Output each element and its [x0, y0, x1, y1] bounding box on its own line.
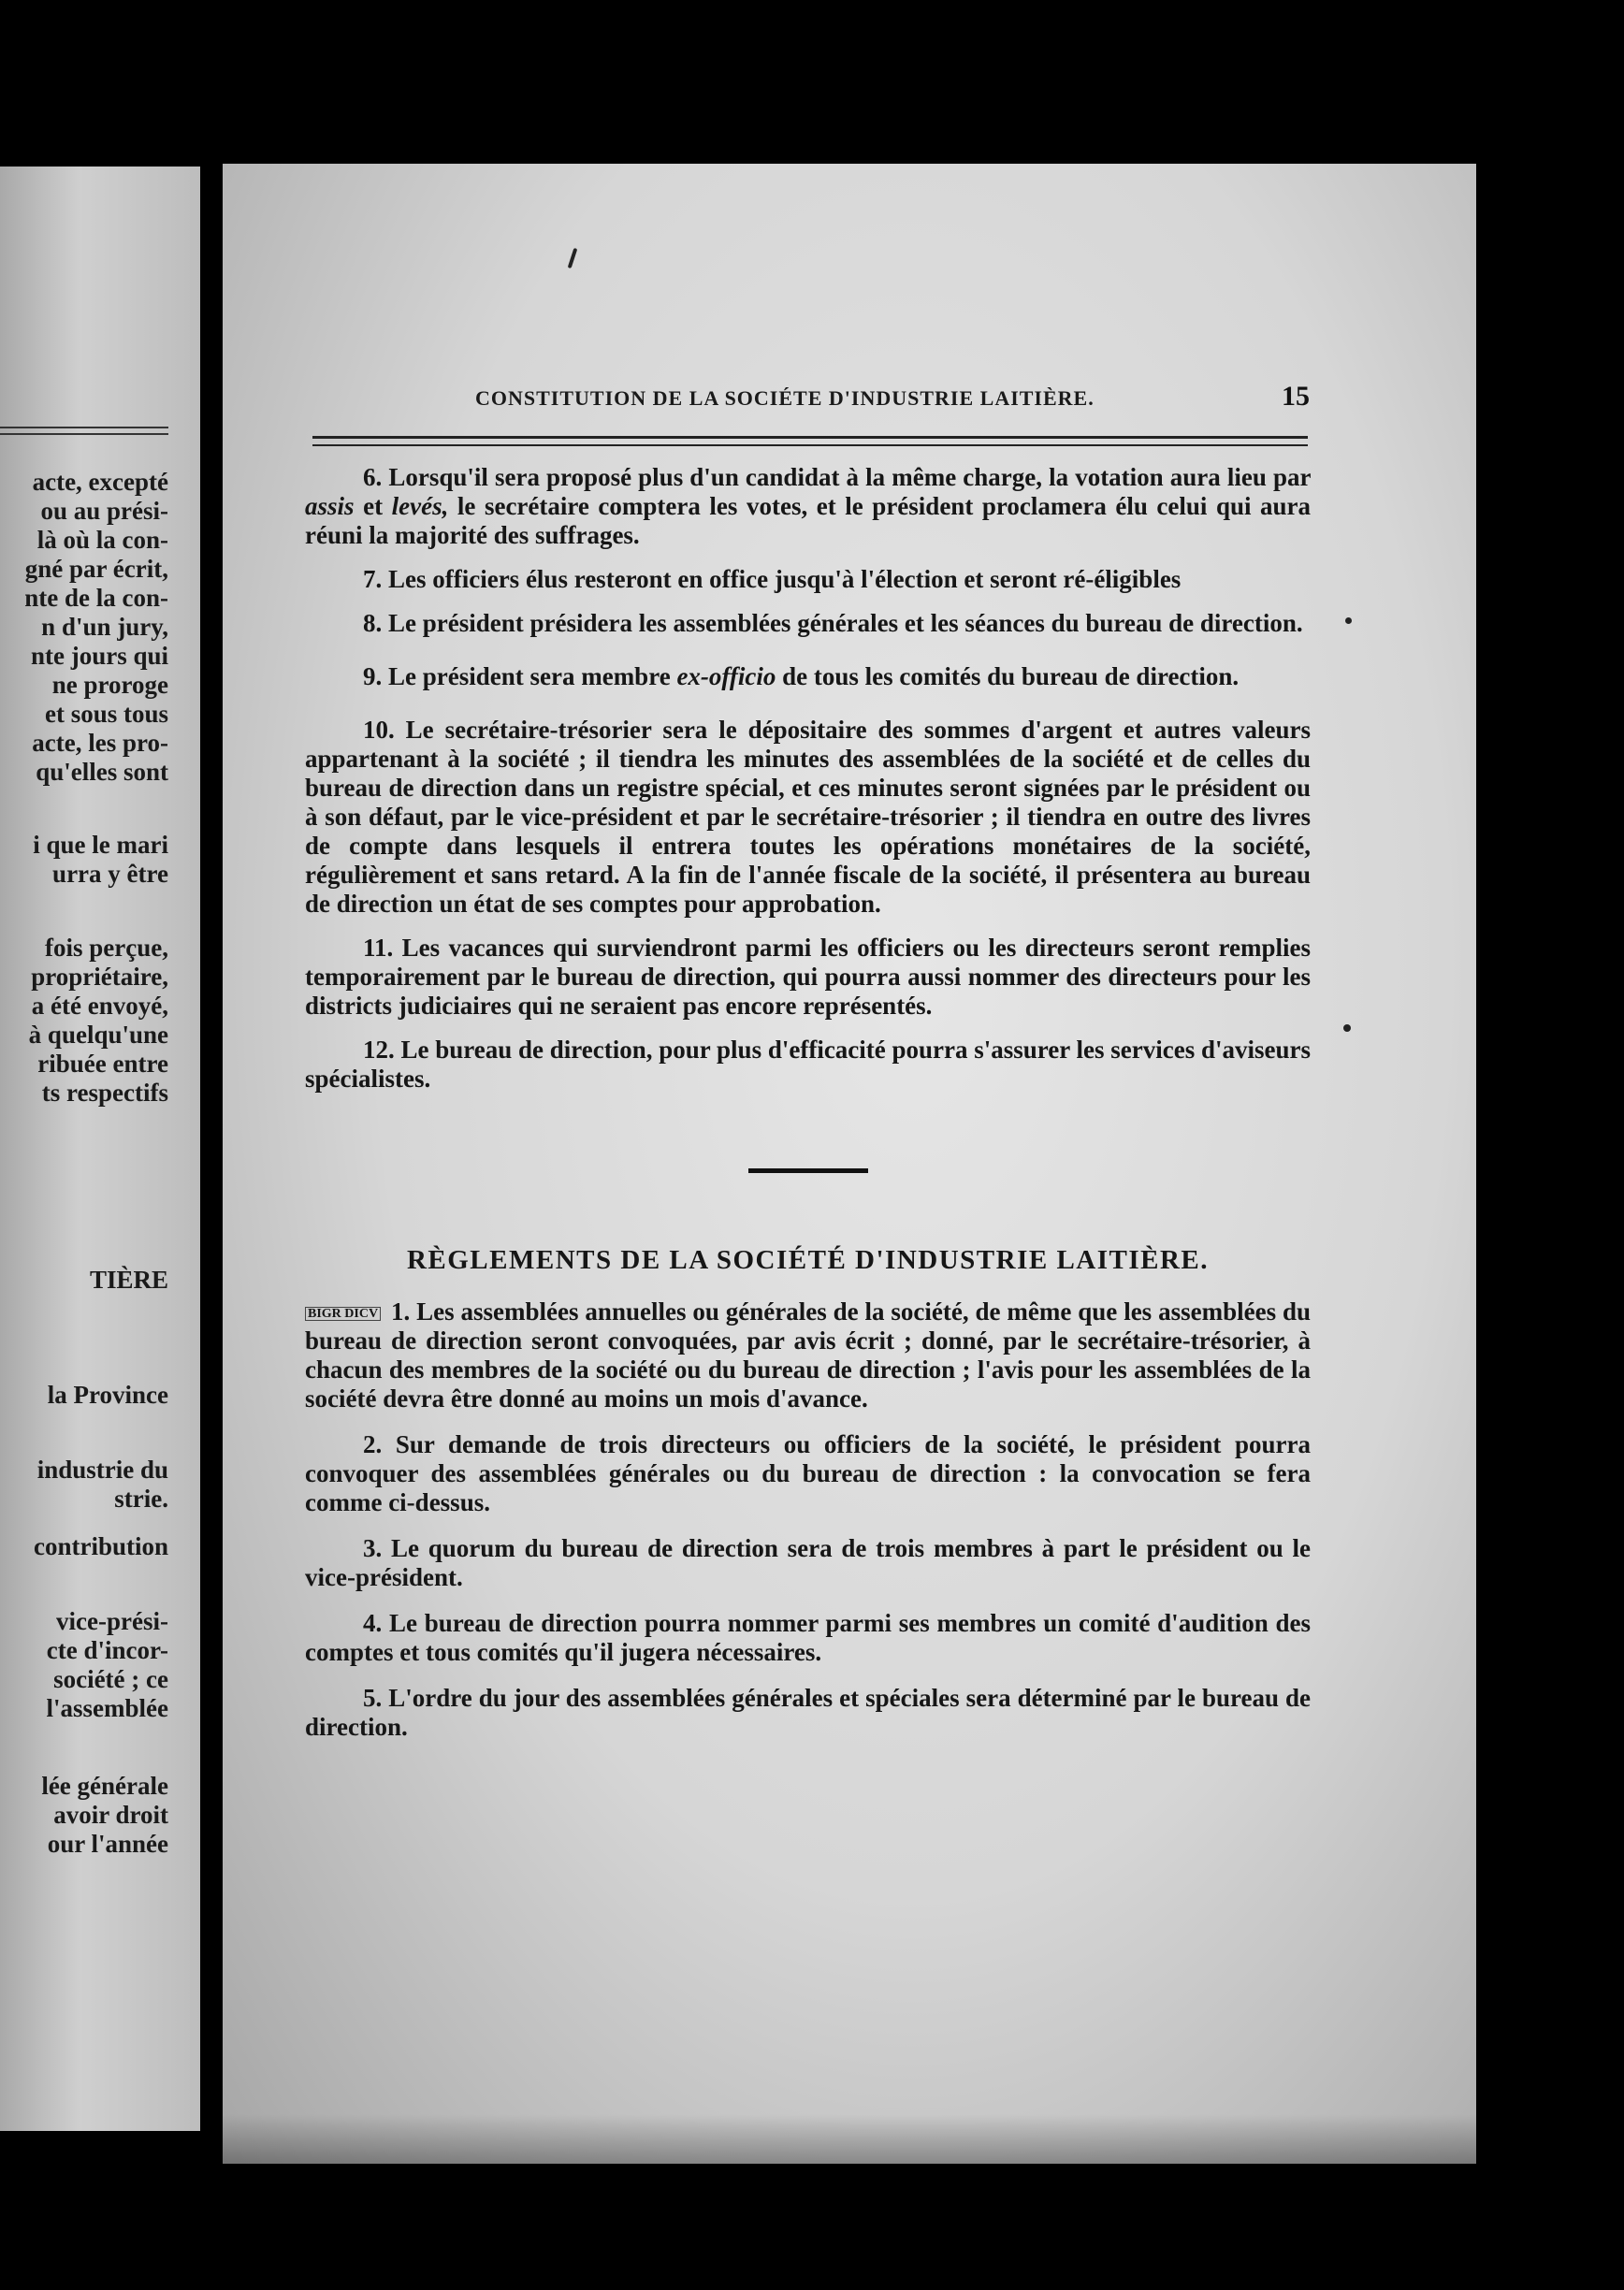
scan-speck: [1343, 1024, 1351, 1032]
reglement-text: Sur demande de trois directeurs ou officiers de la société, le président pourra convoquer des assemblées générales ou du bureau de direction : la convocation se fera comme ci-dessus.: [305, 1430, 1311, 1516]
article-text: et: [363, 492, 384, 520]
article-6: [305, 463, 1311, 550]
page-body: [305, 463, 1311, 1759]
article-text: de tous les comités du bureau de direction.: [782, 662, 1240, 690]
left-line: et sous tous: [44, 700, 168, 728]
scan-mark: [568, 248, 578, 268]
book-gutter: [200, 167, 223, 2131]
article-8: [305, 609, 1311, 638]
reglement-number: 4.: [363, 1609, 383, 1637]
reglement-2: [305, 1430, 1311, 1517]
left-line: our l'année: [47, 1830, 168, 1858]
article-9: [305, 662, 1311, 691]
left-line: là où la con-: [36, 526, 168, 554]
left-line: nte de la con-: [24, 584, 168, 612]
left-line: ribuée entre: [37, 1050, 168, 1078]
left-line: avoir droit: [53, 1801, 168, 1829]
left-line: ne proroge: [51, 671, 168, 699]
left-line: TIÈRE: [89, 1266, 168, 1294]
left-line: i que le mari: [33, 831, 168, 859]
article-number: 12.: [363, 1036, 395, 1064]
page-bottom-shadow: [223, 2114, 1476, 2170]
article-number: 8.: [363, 609, 383, 637]
reglement-text: L'ordre du jour des assemblées générales et spéciales sera déterminé par le bureau de direction.: [305, 1684, 1312, 1741]
article-emphasis: assis: [305, 492, 355, 520]
scan-speck: [1345, 617, 1352, 624]
left-line: acte, les pro-: [32, 729, 168, 757]
article-text: Le secrétaire-trésorier sera le dépositaire des sommes d'argent et autres valeurs appartenant à la société ; il tiendra les minutes des assemblées de la société et de celles du bureau de direction dans un registre spécial, et ces minutes seront signées par le président ou à son défaut, par le vice-président et par le secrétaire-trésorier ; il tiendra en outre des livres de compte dans lesquels il entrera toutes les opérations monétaires de la société, régulièrement et sans retard. A la fin de l'année fiscale de la société, il présentera au bureau de direction un état de ses comptes pour approbation.: [305, 716, 1312, 918]
reglement-5: [305, 1684, 1311, 1742]
reglement-number: 5.: [363, 1684, 383, 1712]
left-line: a été envoyé,: [31, 992, 168, 1020]
left-line: strie.: [114, 1485, 168, 1513]
left-line: l'assemblée: [46, 1694, 168, 1722]
article-number: 11.: [363, 934, 394, 962]
left-line: industrie du: [36, 1456, 168, 1484]
section-divider: [748, 1168, 868, 1173]
article-number: 6.: [363, 463, 383, 491]
reglement-number: 2.: [363, 1430, 383, 1458]
left-page-rule: [0, 427, 168, 435]
header-rule: [312, 436, 1308, 446]
left-line: gné par écrit,: [24, 555, 168, 583]
main-page: [223, 164, 1476, 2164]
left-line: ts respectifs: [41, 1079, 168, 1107]
article-text: le secrétaire comptera les votes, et le président proclamera élu celui qui aura réuni la majorité des suffrages.: [305, 492, 1312, 549]
reglement-number: 1.: [390, 1297, 411, 1326]
article-text: Les vacances qui surviendront parmi les officiers ou les directeurs seront remplies temporairement par le bureau de direction, qui pourra aussi nommer des directeurs pour les districts judiciaires qui ne seraient pas encore représentés.: [305, 934, 1311, 1020]
running-header: CONSTITUTION DE LA SOCIÉTE D'INDUSTRIE LAITIÈRE.: [475, 386, 1095, 410]
article-emphasis: ex-officio: [676, 662, 776, 690]
left-line: fois perçue,: [45, 934, 168, 962]
reglement-3: [305, 1534, 1311, 1592]
article-text: Lorsqu'il sera proposé plus d'un candidat à la même charge, la votation aura lieu par: [388, 463, 1311, 491]
left-page-fragment: [0, 167, 200, 2131]
article-text: Le bureau de direction, pour plus d'efficacité pourra s'assurer les services d'aviseurs spécialistes.: [305, 1036, 1311, 1093]
left-line: acte, excepté: [32, 468, 168, 496]
left-line: contribution: [33, 1532, 168, 1560]
article-7: [305, 565, 1311, 594]
article-10: [305, 716, 1311, 919]
reglement-text: Les assemblées annuelles ou générales de la société, de même que les assemblées du bureau de direction seront convoquées, par avis écrit ; donné, par le secrétaire-trésorier, à chacun des membres de la société ou du bureau de direction ; l'avis pour les assemblées de la société devra être donné au moins un mois d'avance.: [305, 1297, 1312, 1413]
reglement-text: Le quorum du bureau de direction sera de trois membres à part le président ou le vice-président.: [305, 1534, 1311, 1591]
library-stamp: BIGR DICV: [305, 1307, 381, 1321]
article-11: [305, 934, 1311, 1021]
section-title: RÈGLEMENTS DE LA SOCIÉTÉ D'INDUSTRIE LAITIÈRE.: [406, 1245, 1210, 1275]
left-line: ou au prési-: [40, 497, 168, 525]
left-line: nte jours qui: [30, 642, 168, 670]
left-line: urra y être: [52, 860, 168, 888]
article-12: [305, 1036, 1311, 1094]
reglement-text: Le bureau de direction pourra nommer parmi ses membres un comité d'audition des comptes et tous comités qu'il jugera nécessaires.: [305, 1609, 1311, 1666]
left-line: cte d'incor-: [46, 1636, 168, 1664]
reglement-4: [305, 1609, 1311, 1667]
left-line: n d'un jury,: [41, 613, 168, 641]
reglement-1: [305, 1297, 1311, 1413]
reglements-list: [305, 1297, 1311, 1742]
article-text: Le président sera membre: [388, 662, 671, 690]
article-text: Les officiers élus resteront en office jusqu'à l'élection et seront ré-éligibles: [388, 565, 1182, 593]
left-line: à quelqu'une: [28, 1021, 168, 1049]
left-line: lée générale: [41, 1772, 168, 1800]
left-line: société ; ce: [53, 1665, 168, 1693]
article-text: Le président présidera les assemblées générales et les séances du bureau de direction.: [388, 609, 1303, 637]
reglement-number: 3.: [363, 1534, 383, 1562]
left-line: vice-prési-: [56, 1607, 168, 1635]
left-line: propriétaire,: [31, 963, 168, 991]
left-line: qu'elles sont: [36, 758, 168, 786]
article-number: 10.: [363, 716, 395, 744]
article-emphasis: levés,: [391, 492, 449, 520]
article-number: 7.: [363, 565, 383, 593]
page-number: 15: [1282, 381, 1310, 412]
article-number: 9.: [363, 662, 383, 690]
left-line: la Province: [47, 1381, 168, 1409]
